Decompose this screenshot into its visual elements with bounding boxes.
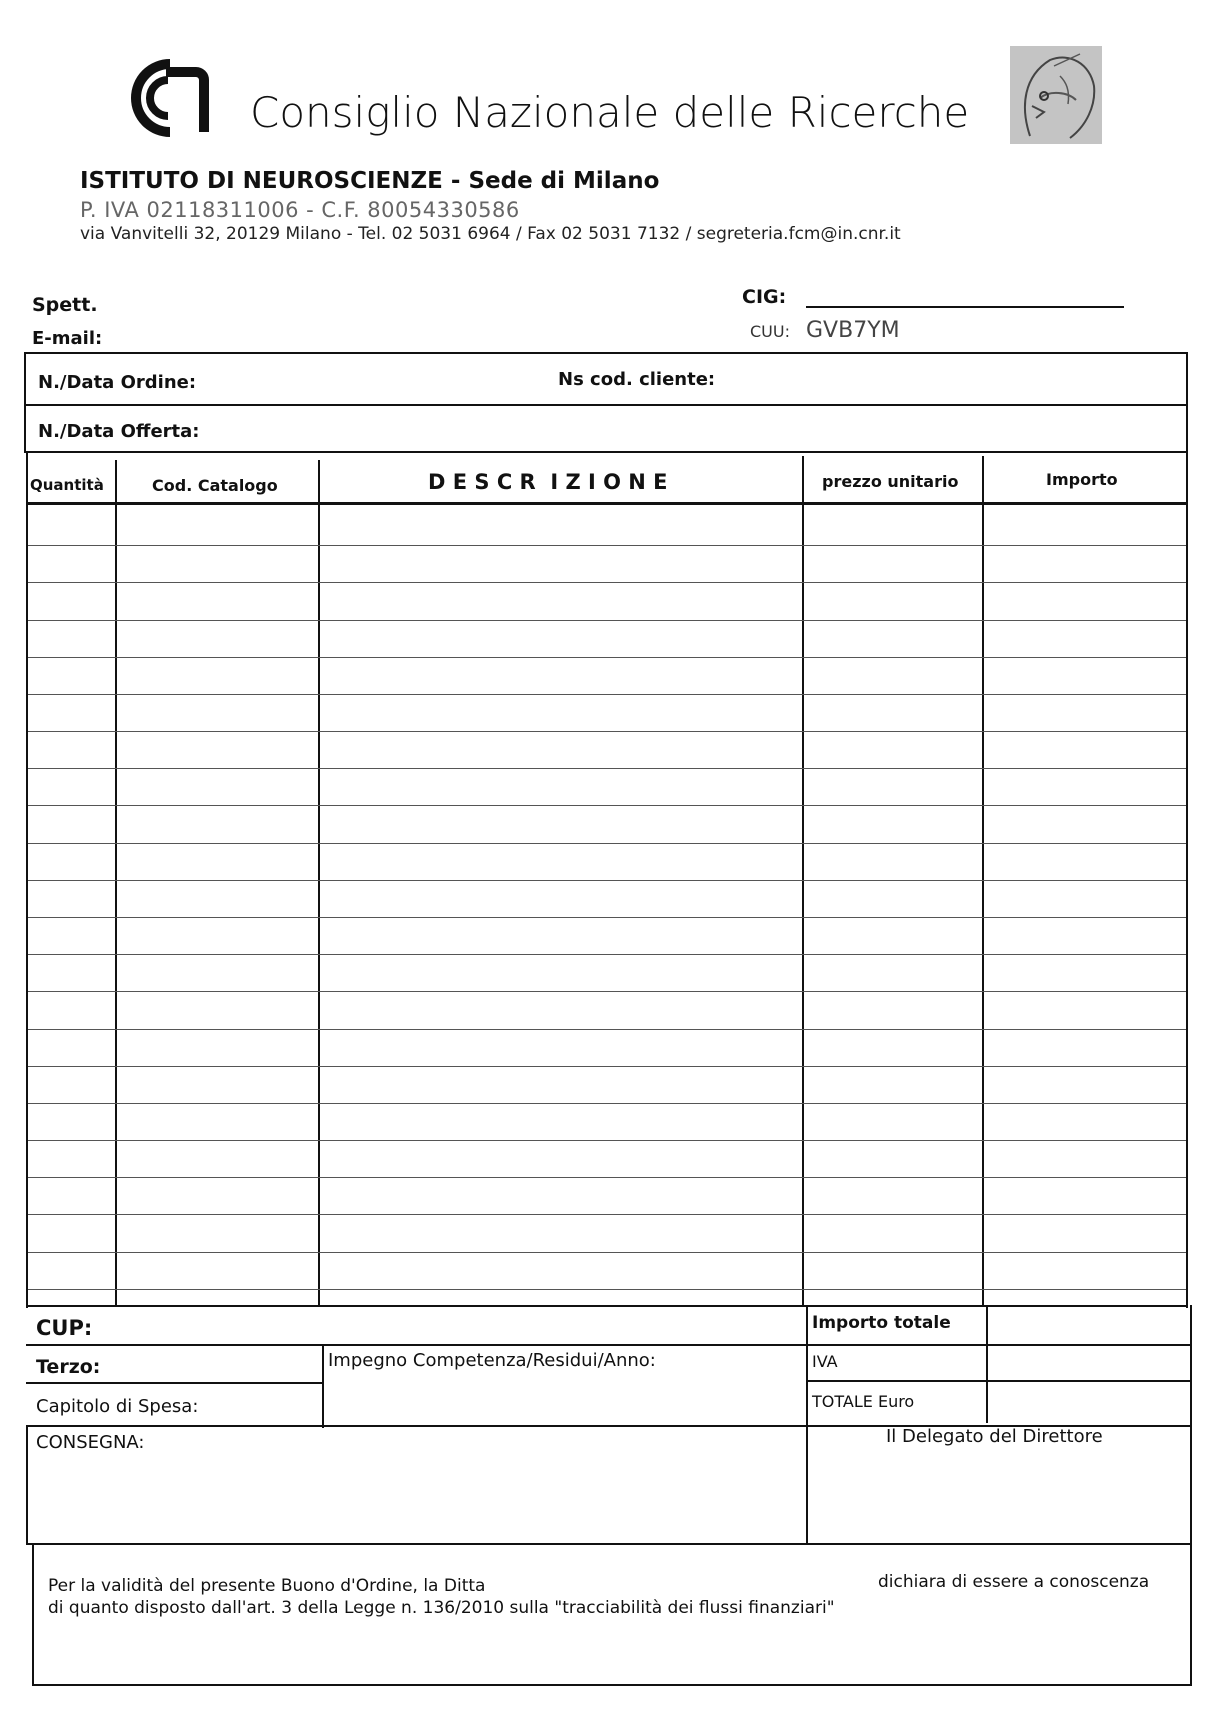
table-row[interactable]	[28, 1140, 1186, 1141]
table-row[interactable]	[28, 880, 1186, 881]
cup-row-top	[26, 1305, 1188, 1307]
table-row[interactable]	[28, 620, 1186, 621]
cig-label: CIG:	[742, 286, 787, 308]
table-row[interactable]	[28, 1177, 1186, 1178]
client-code-label: Ns cod. cliente:	[558, 369, 716, 390]
declaration-line1-right: dichiara di essere a conoscenza	[878, 1572, 1150, 1592]
cnr-logo	[118, 56, 214, 140]
table-right-border	[1186, 452, 1188, 1308]
table-row[interactable]	[28, 545, 1186, 546]
declaration-right-border	[1190, 1545, 1192, 1685]
table-row[interactable]	[28, 1029, 1186, 1030]
table-row[interactable]	[28, 917, 1186, 918]
table-row[interactable]	[28, 768, 1186, 769]
neuroscience-emblem	[1010, 46, 1102, 144]
cig-field-line[interactable]	[806, 306, 1124, 308]
institute-name: ISTITUTO DI NEUROSCIENZE - Sede di Milano	[80, 168, 660, 194]
col-divider-catalog	[318, 460, 320, 1305]
capitolo-label: Capitolo di Spesa:	[36, 1396, 199, 1417]
table-row[interactable]	[28, 1252, 1186, 1253]
col-divider-price	[982, 456, 984, 1306]
col-header-quantity: Quantità	[30, 476, 104, 494]
col-header-unit-price: prezzo unitario	[822, 472, 959, 491]
declaration-bottom	[32, 1684, 1192, 1686]
cup-label: CUP:	[36, 1316, 93, 1340]
table-row[interactable]	[28, 657, 1186, 658]
col-divider-description	[802, 456, 804, 1306]
consegna-row-bottom	[26, 1543, 1192, 1545]
declaration-left-border	[32, 1545, 34, 1685]
table-row[interactable]	[28, 1289, 1186, 1290]
cuu-value: GVB7YM	[806, 318, 900, 343]
table-row[interactable]	[28, 1214, 1186, 1215]
email-label: E-mail:	[32, 328, 103, 349]
address-line: via Vanvitelli 32, 20129 Milano - Tel. 02 5031 6964 / Fax 02 5031 7132 / segreteria.fcm@in.cnr.it	[80, 224, 901, 244]
terzo-row-top	[26, 1344, 1190, 1346]
table-row[interactable]	[28, 991, 1186, 992]
table-row[interactable]	[28, 582, 1186, 583]
order-box-left	[24, 352, 26, 452]
totale-label: TOTALE Euro	[812, 1392, 915, 1411]
table-header-bottom	[26, 502, 1188, 505]
org-name: Consiglio Nazionale delle Ricerche	[250, 88, 970, 137]
table-row[interactable]	[28, 954, 1186, 955]
offer-number-label: N./Data Offerta:	[38, 421, 200, 442]
declaration-line2: di quanto disposto dall'art. 3 della Legge n. 136/2010 sulla "tracciabilità dei flussi finanziari"	[48, 1598, 835, 1618]
col-divider-quantity	[115, 460, 117, 1305]
consegna-left-border	[26, 1425, 28, 1545]
declaration-line1-left: Per la validità del presente Buono d'Ordine, la Ditta	[48, 1576, 486, 1596]
table-row[interactable]	[28, 694, 1186, 695]
consegna-label: CONSEGNA:	[36, 1432, 145, 1453]
spett-label: Spett.	[32, 294, 98, 316]
table-row[interactable]	[28, 731, 1186, 732]
col-header-catalog: Cod. Catalogo	[152, 476, 278, 495]
tax-ids: P. IVA 02118311006 - C.F. 80054330586	[80, 198, 520, 222]
terzo-label: Terzo:	[36, 1356, 101, 1378]
col-header-description: D E S C R I Z I O N E	[428, 470, 668, 494]
capitolo-row-top	[26, 1382, 324, 1384]
table-row[interactable]	[28, 805, 1186, 806]
importo-totale-label: Importo totale	[812, 1313, 951, 1333]
delegato-label: Il Delegato del Direttore	[886, 1426, 1103, 1447]
impegno-label: Impegno Competenza/Residui/Anno:	[328, 1350, 656, 1371]
order-box-right	[1186, 352, 1188, 452]
order-number-label: N./Data Ordine:	[38, 372, 197, 393]
totals-value-divider	[986, 1305, 988, 1423]
table-row[interactable]	[28, 843, 1186, 844]
order-row-divider	[24, 404, 1188, 406]
order-box-top	[24, 352, 1186, 354]
iva-label: IVA	[812, 1352, 838, 1371]
totale-row-top	[806, 1380, 1190, 1382]
cuu-label: CUU:	[750, 322, 790, 341]
terzo-right-border	[322, 1344, 324, 1428]
table-row[interactable]	[28, 1066, 1186, 1067]
offer-row-divider	[24, 451, 1188, 453]
table-row[interactable]	[28, 1103, 1186, 1104]
col-header-amount: Importo	[1046, 470, 1118, 489]
consegna-right-border	[1190, 1305, 1192, 1545]
